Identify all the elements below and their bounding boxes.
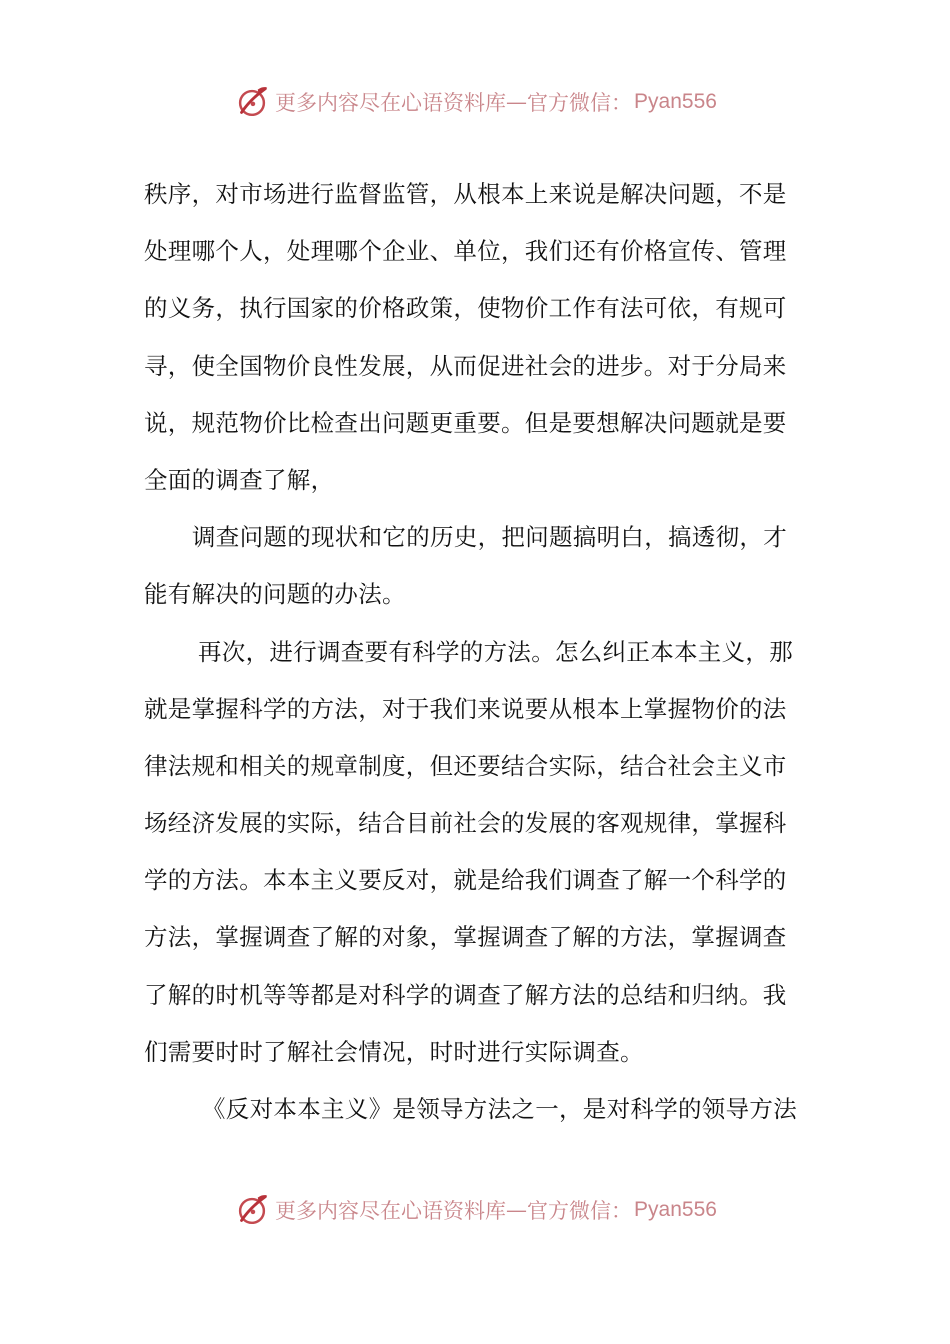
footer-watermark	[0, 1188, 950, 1232]
text-line: 再次，进行调查要有科学的方法。怎么纠正本本主义，那	[198, 637, 793, 666]
watermark-contact-id: Pyan556	[634, 90, 717, 113]
text-line: 说，规范物价比检查出问题更重要。但是要想解决问题就是要	[144, 408, 787, 437]
header-watermark	[0, 80, 950, 124]
text-line: 能有解决的问题的办法。	[144, 580, 406, 609]
watermark-main-text: 更多内容尽在心语资料库	[275, 91, 507, 115]
watermark-contact-label: 官方微信：	[527, 91, 633, 115]
logo-icon	[233, 1191, 271, 1229]
text-line: 了解的时机等等都是对科学的调查了解方法的总结和归纳。我	[144, 980, 787, 1009]
text-line: 秩序，对市场进行监督监管，从根本上来说是解决问题，不是	[144, 180, 787, 208]
text-line: 们需要时时了解社会情况，时时进行实际调查。	[144, 1037, 644, 1066]
watermark-dash: —	[506, 1198, 528, 1222]
text-line: 方法，掌握调查了解的对象，掌握调查了解的方法，掌握调查	[144, 923, 787, 952]
text-line: 律法规和相关的规章制度，但还要结合实际，结合社会主义市	[144, 751, 787, 780]
text-line: 全面的调查了解，	[144, 465, 335, 494]
text-line: 学的方法。本本主义要反对，就是给我们调查了解一个科学的	[144, 866, 787, 895]
text-line: 就是掌握科学的方法，对于我们来说要从根本上掌握物价的法	[144, 694, 787, 723]
watermark-dash: —	[506, 90, 528, 114]
document-body	[144, 166, 804, 1138]
text-line: 寻，使全国物价良性发展，从而促进社会的进步。对于分局来	[144, 351, 787, 380]
watermark-contact-label: 官方微信：	[527, 1199, 633, 1223]
watermark-main-text: 更多内容尽在心语资料库	[275, 1199, 507, 1223]
watermark-contact-id: Pyan556	[634, 1198, 717, 1221]
text-line: 场经济发展的实际，结合目前社会的发展的客观规律，掌握科	[144, 809, 787, 838]
logo-icon	[233, 83, 271, 121]
text-line: 的义务，执行国家的价格政策，使物价工作有法可依，有规可	[144, 294, 787, 323]
text-line: 调查问题的现状和它的历史，把问题搞明白，搞透彻，才	[192, 523, 787, 552]
text-line: 处理哪个人，处理哪个企业、单位，我们还有价格宣传、管理	[144, 237, 787, 266]
text-line: 《反对本本主义》是领导方法之一，是对科学的领导方法	[202, 1095, 797, 1123]
